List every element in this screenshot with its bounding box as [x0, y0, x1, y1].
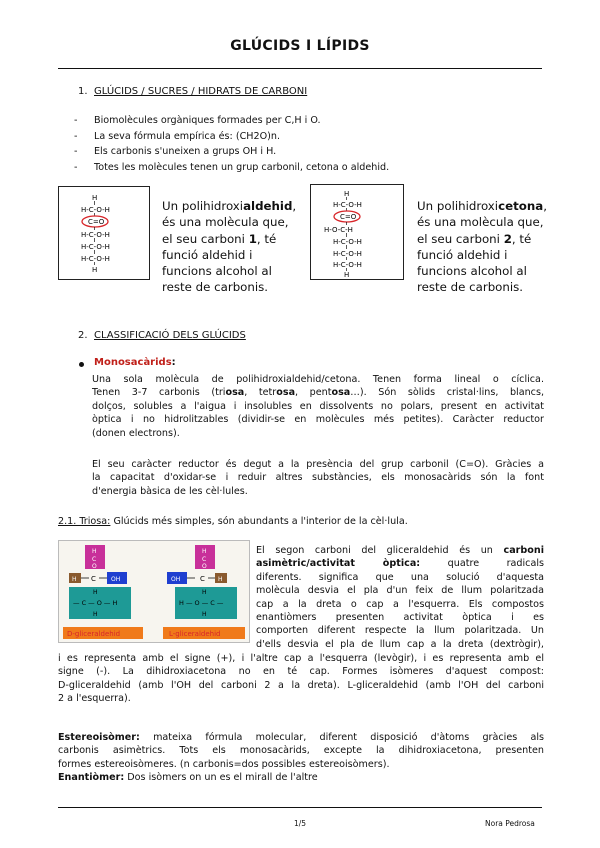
d-glyceraldehyde-label: D-gliceraldehid: [67, 630, 121, 638]
aldehyde-bold: aldehid: [243, 199, 293, 213]
monosaccharides-colon: :: [171, 357, 176, 368]
bullet-dot-icon: [79, 362, 84, 367]
ketone-line3-post: , té: [511, 231, 532, 246]
monosaccharides-paragraph-1: [92, 373, 544, 440]
ketose-row-1: H-C-O-H: [333, 201, 362, 209]
ketone-line-5: funcions alcohol al: [417, 264, 527, 279]
mono-line-1: Una sola molècula de polihidroxialdehid/cetona. Tenen forma lineal o cíclica.: [92, 374, 544, 385]
ketone-line-6: reste de carbonis.: [417, 280, 524, 295]
triosa-line: [58, 515, 542, 528]
mono-line-4: òptica i no hidrolitzables (dividir-se en molècules més petites). Caràcter reductor: [92, 414, 544, 426]
aldose-row-3: H-C-O-H: [81, 243, 110, 251]
ketose-structure-diagram: [311, 185, 403, 279]
list-item: - Els carbonis s'uneixen a grups OH i H.: [74, 144, 389, 160]
aldehyde-line3-pre: el seu carboni: [162, 231, 249, 246]
list-item: - Totes les molècules tenen un grup carbonil, cetona o aldehid.: [74, 160, 389, 176]
aldose-h-top: H: [92, 194, 98, 202]
triosa-side-line-1: El segon carboni del gliceraldehid és un carboni: [256, 545, 544, 556]
ketone-bold: cetona: [498, 199, 544, 213]
section-1-title: GLÚCIDS / SUCRES / HIDRATS DE CARBONI: [94, 86, 308, 97]
triosa-label: 2.1. Triosa:: [58, 516, 111, 527]
triosa-side-line-6: enantiòmers presenten activitat òptica i es: [256, 612, 544, 624]
triosa-full-line-2: signe (-). La dihidroxiacetona no en té cap. Formes isòmeres d'aquest compost:: [58, 666, 544, 678]
aldose-h-bottom: H: [92, 266, 98, 274]
triosa-full-text: [58, 652, 544, 706]
header-rule: [58, 68, 542, 69]
section-2-title: CLASSIFICACIÓ DELS GLÚCIDS: [94, 330, 246, 341]
footer-author: Nora Pedrosa: [485, 819, 535, 828]
glyceraldehyde-figure: [58, 540, 250, 643]
aldehyde-line-6: reste de carbonis.: [162, 280, 269, 295]
d-h-bottom: H: [93, 611, 98, 618]
d-o-top: O: [92, 563, 97, 570]
page-title: GLÚCIDS I LÍPIDS: [230, 38, 370, 54]
mono-line-3: dolços, solubles a l'aigua i insolubles en dissolvents no polars, present en activitat: [92, 400, 544, 412]
triosa-side-line-8: d'ells desvia el pla de llum cap a la dreta (dextrògir),: [256, 638, 544, 650]
aldose-row-2: H-C-O-H: [81, 231, 110, 239]
l-c-top: C: [202, 556, 207, 563]
ketone-line-4: funció aldehid i: [417, 247, 508, 262]
stereo-term: Estereoisòmer:: [58, 732, 140, 743]
l-oh: OH: [171, 576, 181, 583]
ketone-line1-end: ,: [543, 199, 547, 213]
aldehyde-line3-post: , té: [256, 231, 277, 246]
triosa-side-line-7: comporten diferent respecte la llum polaritzada. Un: [256, 625, 544, 637]
triosa-side-line-4: molècula desvia el pla d'un feix de llum polaritzada: [256, 585, 544, 597]
l-o-top: O: [202, 563, 207, 570]
l-h-top: H: [202, 548, 207, 555]
aldose-structure-diagram: [59, 187, 149, 279]
monosaccharides-paragraph-2: [92, 458, 544, 498]
ketose-structure-figure: [310, 184, 404, 280]
aldose-structure-figure: [58, 186, 150, 280]
aldehyde-line-5: funcions alcohol al: [162, 264, 272, 279]
enantiomer-line: Enantiòmer: Dos isòmers on un es el mirall de l'altre: [58, 772, 318, 784]
d-h-left: H: [72, 576, 77, 583]
triosa-full-line-3: D-gliceraldehid (amb l'OH del carboni 2 a la dreta). L-gliceraldehid (amb l'OH del carboni: [58, 679, 544, 691]
d-c-center: C: [91, 575, 96, 583]
monosaccharides-heading: [94, 357, 176, 368]
triosa-full-line-4: 2 a l'esquerra).: [58, 693, 131, 705]
aldehyde-line-4: funció aldehid i: [162, 247, 253, 262]
d-coh-row: — C — O — H: [73, 599, 118, 607]
bullet-list: [74, 113, 389, 175]
ketose-row-5: H-C-O-H: [333, 261, 362, 269]
l-h-bottom: H: [202, 611, 207, 618]
ketone-line-2: és una molècula que,: [417, 215, 544, 230]
d-oh: OH: [111, 576, 121, 583]
ketose-carbonyl: C=O: [340, 213, 357, 221]
section-1-number: 1.: [78, 86, 88, 97]
section-1-heading: [78, 86, 307, 97]
ketose-h-bottom: H: [344, 271, 350, 279]
aldehyde-line3-bold: 1: [248, 231, 257, 246]
mono-line-2: Tenen 3-7 carbonis (triosa, tetrosa, pentosa…). Són sòlids cristal·lins, blancs,: [92, 387, 544, 399]
enantiomer-term: Enantiòmer:: [58, 772, 125, 784]
section-2-number: 2.: [78, 330, 88, 341]
stereo-line-3: formes estereoisòmeres. (n carbonis=dos possibles estereoisòmers).: [58, 758, 390, 770]
mono-p2-line-3: d'energia bàsica de les cèl·lules.: [92, 485, 248, 497]
ketose-row-4: H-C-O-H: [333, 250, 362, 258]
section-2-heading: [78, 330, 246, 341]
aldehyde-line1-end: ,: [292, 199, 297, 213]
aldose-row-4: H-C-O-H: [81, 255, 110, 263]
mono-line-5: (donen electrons).: [92, 427, 180, 439]
aldehyde-line-2: és una molècula que,: [162, 215, 289, 230]
triosa-side-line-5: cap a la dreta o cap a l'esquerra. Els compostos: [256, 598, 544, 610]
triosa-side-text: [256, 544, 544, 651]
d-c-top: C: [92, 556, 97, 563]
mono-p2-line-1: El seu caràcter reductor és degut a la presència del grup carbonil (C=O). Gràcies a: [92, 459, 544, 470]
l-h-mid: H: [202, 589, 207, 596]
l-glyceraldehyde-label: L-gliceraldehid: [169, 630, 221, 638]
triosa-side-line-3: diferents. significa que una solució d'aquesta: [256, 571, 544, 583]
triosa-full-line-1: i es representa amb el signe (+), i l'altre cap a l'esquerra (levògir), i es representa amb el: [58, 653, 544, 664]
ketose-row-3: H-C-O-H: [333, 238, 362, 246]
mono-p2-line-2: la capacitat d'oxidar-se i reduir altres substàncies, els monosacàrids són la font: [92, 472, 544, 484]
page-number: 1/5: [293, 819, 307, 828]
l-c-center: C: [200, 575, 205, 583]
triosa-text: Glúcids més simples, són abundants a l'interior de la cèl·lula.: [110, 516, 408, 527]
d-h-top: H: [92, 548, 97, 555]
glyceraldehyde-diagram: [59, 541, 249, 642]
ketone-line3-bold: 2: [503, 231, 512, 246]
aldehyde-pre: Un polihidroxi: [162, 199, 244, 213]
aldehyde-description: [162, 198, 310, 296]
ketone-description: [417, 198, 567, 296]
stereo-line-2: carbonis asimètrics. Tots els monosacàrids, excepte la dihidroxiacetona, presenten: [58, 745, 544, 757]
ketone-line3-pre: el seu carboni: [417, 231, 504, 246]
ketone-pre: Un polihidroxi: [417, 199, 499, 213]
ketose-h-top: H: [344, 190, 350, 198]
list-item: - Biomolècules orgàniques formades per C,H i O.: [74, 113, 389, 129]
l-h-right: H: [218, 576, 223, 583]
list-item: - La seva fórmula empírica és: (CH2O)n.: [74, 129, 389, 145]
monosaccharides-title: Monosacàrids: [94, 357, 172, 368]
stereoisomer-definition: [58, 731, 544, 785]
l-coh-row: H — O — C —: [179, 599, 224, 607]
ketose-row-2: H-O-C-H: [324, 226, 353, 234]
footer-rule: [58, 807, 542, 808]
aldose-row-1: H-C-O-H: [81, 206, 110, 214]
stereo-line-1: Estereoisòmer: mateixa fórmula molecular, diferent disposició d'àtoms gràcies als: [58, 732, 544, 743]
d-h-mid: H: [93, 589, 98, 596]
aldose-carbonyl: C=O: [88, 218, 105, 226]
triosa-side-line-2: asimètric/activitat òptica: quatre radicals: [256, 558, 544, 570]
